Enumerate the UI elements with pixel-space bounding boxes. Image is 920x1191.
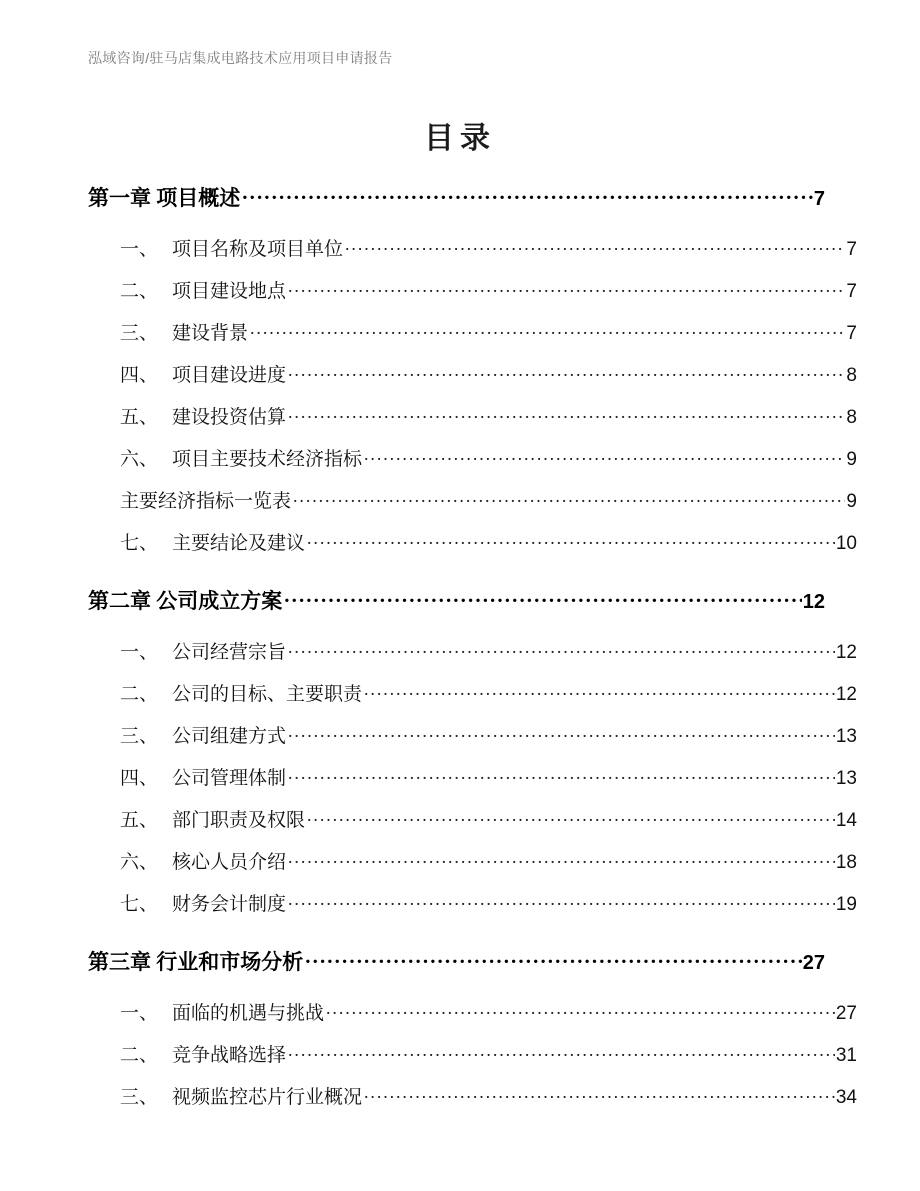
toc-page-number: 8: [846, 407, 857, 428]
toc-section-row[interactable]: [120, 276, 857, 318]
toc-entry-label: [120, 805, 307, 832]
toc-entry-label: [120, 763, 288, 790]
toc-chapter-row[interactable]: [88, 585, 825, 623]
table-of-contents: [0, 182, 920, 1124]
toc-dot-leader: [364, 1084, 835, 1103]
toc-entry-label: [120, 402, 288, 429]
toc-section-row[interactable]: [120, 721, 857, 763]
toc-chapter-row[interactable]: [88, 946, 825, 984]
toc-entry-label: 第一章 项目概述: [88, 186, 241, 210]
toc-entry-text: 部门职责及权限: [172, 810, 306, 831]
toc-entry-label: [120, 721, 288, 748]
toc-section-row[interactable]: [120, 637, 857, 679]
toc-entry-text: 竞争战略选择: [172, 1045, 287, 1066]
toc-entry-label: [120, 276, 288, 303]
toc-entry-text: 项目名称及项目单位: [172, 239, 344, 260]
toc-dot-leader: [288, 891, 835, 910]
toc-entry-number: 五、: [120, 407, 159, 428]
toc-entry-text: 建设背景: [172, 323, 249, 344]
toc-dot-leader: [288, 404, 845, 423]
toc-page-number: 31: [835, 1045, 857, 1066]
toc-dot-leader: [288, 1042, 835, 1061]
toc-entry-number: 一、: [120, 642, 159, 663]
toc-entry-text: 主要结论及建议: [172, 533, 306, 554]
toc-entry-label: [120, 679, 364, 706]
toc-dot-leader: [364, 681, 835, 700]
toc-entry-text: 公司组建方式: [172, 726, 287, 747]
toc-section-row[interactable]: [120, 889, 857, 931]
toc-page-number: 13: [835, 726, 857, 747]
toc-entry-number: 四、: [120, 768, 159, 789]
toc-entry-label: [120, 444, 364, 471]
toc-entry-label: [120, 847, 288, 874]
toc-entry-number: 五、: [120, 810, 159, 831]
toc-page-number: 12: [835, 642, 857, 663]
toc-page-number: 7: [846, 281, 857, 302]
toc-entry-label: [120, 234, 345, 261]
toc-entry-label: [120, 1040, 288, 1067]
toc-section-row[interactable]: [120, 679, 857, 721]
toc-page-number: 12: [835, 684, 857, 705]
toc-entry-number: 二、: [120, 1045, 159, 1066]
toc-dot-leader: [288, 723, 835, 742]
toc-dot-leader: [293, 488, 845, 507]
toc-section-row[interactable]: [120, 1082, 857, 1124]
toc-entry-number: 一、: [120, 1003, 159, 1024]
toc-page-number: 27: [802, 952, 825, 974]
toc-section-row[interactable]: [120, 234, 857, 276]
toc-entry-label: [120, 318, 250, 345]
toc-dot-leader: [307, 530, 835, 549]
toc-page-number: 19: [835, 894, 857, 915]
toc-page-number: 18: [835, 852, 857, 873]
toc-dot-leader: [284, 587, 802, 608]
toc-page-number: 34: [835, 1087, 857, 1108]
toc-entry-text: 项目主要技术经济指标: [172, 449, 363, 470]
toc-entry-number: 二、: [120, 684, 159, 705]
toc-page-number: 12: [802, 591, 825, 613]
toc-page-number: 9: [846, 491, 857, 512]
toc-page-number: 7: [846, 323, 857, 344]
toc-entry-text: 核心人员介绍: [172, 852, 287, 873]
toc-entry-number: 三、: [120, 323, 159, 344]
toc-entry-text: 项目建设地点: [172, 281, 287, 302]
toc-section-row[interactable]: [120, 763, 857, 805]
toc-entry-number: 四、: [120, 365, 159, 386]
toc-entry-label: 第二章 公司成立方案: [88, 589, 283, 613]
toc-entry-text: 公司管理体制: [172, 768, 287, 789]
toc-dot-leader: [305, 948, 802, 969]
toc-dot-leader: [307, 807, 835, 826]
toc-entry-label: [120, 889, 288, 916]
toc-page-number: 9: [846, 449, 857, 470]
toc-entry-text: 财务会计制度: [172, 894, 287, 915]
toc-page-number: 7: [846, 239, 857, 260]
toc-entry-label: 第三章 行业和市场分析: [88, 950, 304, 974]
toc-dot-leader: [364, 446, 845, 465]
toc-entry-number: 七、: [120, 533, 159, 554]
toc-section-row[interactable]: [120, 998, 857, 1040]
toc-section-row[interactable]: [120, 444, 857, 486]
toc-dot-leader: [345, 236, 845, 255]
toc-page-number: 7: [813, 188, 825, 210]
toc-section-row[interactable]: [120, 318, 857, 360]
toc-chapter-row[interactable]: [88, 182, 825, 220]
toc-section-row[interactable]: [120, 360, 857, 402]
toc-dot-leader: [288, 362, 845, 381]
toc-section-row[interactable]: [120, 847, 857, 889]
toc-dot-leader: [250, 320, 845, 339]
toc-dot-leader: [288, 765, 835, 784]
toc-entry-label: 主要经济指标一览表: [120, 491, 292, 512]
toc-entry-number: 六、: [120, 852, 159, 873]
toc-section-row[interactable]: [120, 402, 857, 444]
running-header: 泓域咨询/驻马店集成电路技术应用项目申请报告: [88, 50, 393, 66]
toc-entry-number: 一、: [120, 239, 159, 260]
toc-section-row[interactable]: [120, 486, 857, 528]
toc-entry-label: [120, 1082, 364, 1109]
toc-entry-text: 项目建设进度: [172, 365, 287, 386]
toc-dot-leader: [288, 278, 845, 297]
toc-entry-number: 二、: [120, 281, 159, 302]
toc-entry-text: 建设投资估算: [172, 407, 287, 428]
toc-entry-label: [120, 637, 288, 664]
toc-entry-label: [120, 998, 326, 1025]
toc-entry-number: 三、: [120, 726, 159, 747]
toc-page-number: 13: [835, 768, 857, 789]
toc-section-row[interactable]: [120, 1040, 857, 1082]
toc-section-row[interactable]: [120, 528, 857, 570]
toc-page-number: 10: [835, 533, 857, 554]
toc-entry-number: 三、: [120, 1087, 159, 1108]
toc-page-number: 27: [835, 1003, 857, 1024]
toc-entry-label: [120, 528, 307, 555]
page-title: 目录: [424, 122, 496, 155]
toc-dot-leader: [288, 639, 835, 658]
toc-entry-number: 六、: [120, 449, 159, 470]
toc-dot-leader: [288, 849, 835, 868]
toc-page-number: 14: [835, 810, 857, 831]
toc-dot-leader: [326, 1000, 835, 1019]
toc-entry-text: 公司经营宗旨: [172, 642, 287, 663]
toc-entry-text: 面临的机遇与挑战: [172, 1003, 325, 1024]
toc-dot-leader: [242, 184, 813, 205]
toc-entry-text: 公司的目标、主要职责: [172, 684, 363, 705]
toc-entry-label: [120, 360, 288, 387]
toc-page-number: 8: [846, 365, 857, 386]
toc-entry-text: 视频监控芯片行业概况: [172, 1087, 363, 1108]
toc-section-row[interactable]: [120, 805, 857, 847]
toc-entry-number: 七、: [120, 894, 159, 915]
